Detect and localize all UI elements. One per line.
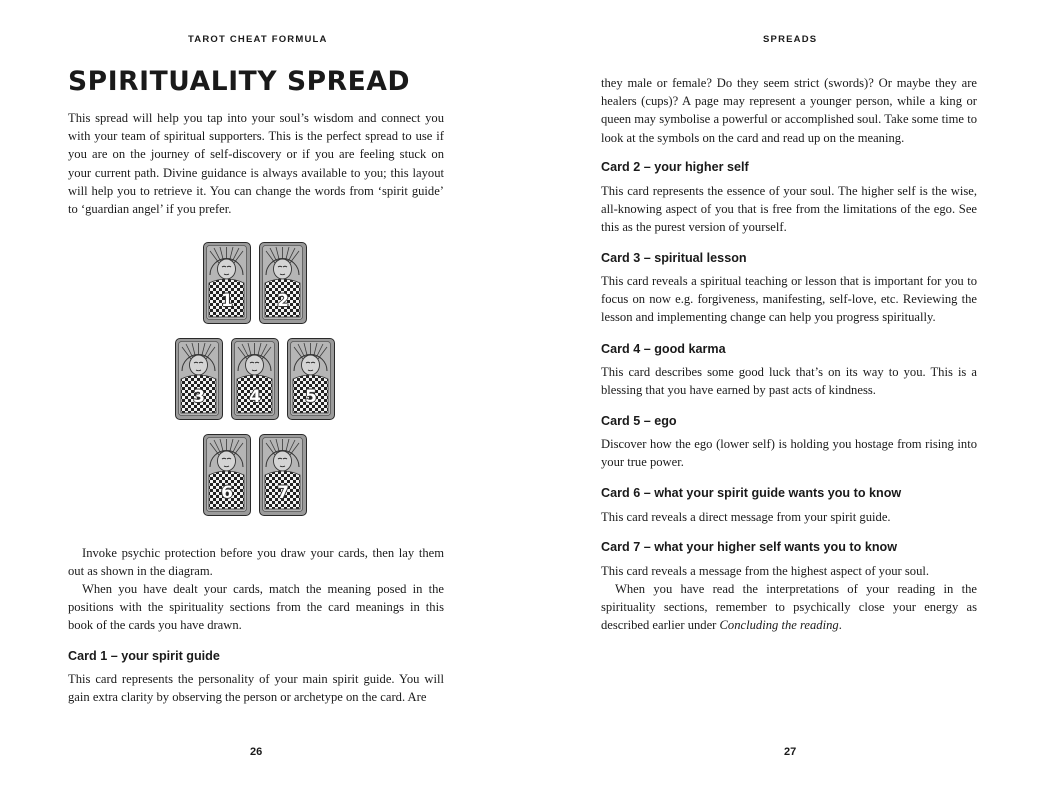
card7-heading: Card 7 – what your higher self wants you to know xyxy=(601,540,898,554)
card-number: 6 xyxy=(221,483,233,503)
spread-diagram xyxy=(175,242,339,518)
tarot-card-position-5 xyxy=(287,338,335,420)
card7-text: This card reveals a message from the highest aspect of your soul. xyxy=(601,564,930,578)
protection-paragraph: Invoke psychic protection before you draw your cards, then lay them out as shown in the diagram. xyxy=(68,546,444,579)
tarot-card-position-3 xyxy=(175,338,223,420)
continuation-paragraph: they male or female? Do they seem strict (swords)? Or maybe they are healers (cups)? A page may represent a younger person, while a king or queen may symbolise a powerful or accomplished soul. Take some time to look at the symbols on the card and read up on the meaning. xyxy=(601,76,977,145)
tarot-card-position-4 xyxy=(231,338,279,420)
closing-period: . xyxy=(838,618,842,633)
running-head-left: TAROT CHEAT FORMULA xyxy=(188,34,328,45)
card2-heading: Card 2 – your higher self xyxy=(601,160,749,174)
card6-heading: Card 6 – what your spirit guide wants you to know xyxy=(601,486,902,500)
card-number: 3 xyxy=(193,387,205,407)
card1-heading: Card 1 – your spirit guide xyxy=(68,649,220,663)
tarot-card-position-1 xyxy=(203,242,251,324)
tarot-card-position-7 xyxy=(259,434,307,516)
card4-text: This card describes some good luck that’s on its way to you. This is a blessing that you have earned by past acts of kindness. xyxy=(601,365,977,398)
card2-text: This card represents the essence of your soul. The higher self is the wise, all-knowing aspect of you that is free from the limitations of the ego. See this as the purest version of yourself. xyxy=(601,184,977,235)
card3-heading: Card 3 – spiritual lesson xyxy=(601,251,747,265)
page-number-left: 26 xyxy=(250,746,263,758)
closing-text: When you have read the interpretations of your reading in the spirituality sections, remember to psychically close your energy as described earlier under xyxy=(601,582,977,633)
closing-reference: Concluding the reading xyxy=(719,618,839,633)
right-page xyxy=(523,0,1046,800)
card1-text: This card represents the personality of your main spirit guide. You will gain extra clarity by observing the person or archetype on the card. Are xyxy=(68,672,444,705)
card5-text: Discover how the ego (lower self) is holding you hostage from rising into your true power. xyxy=(601,437,977,470)
page-title: SPIRITUALITY SPREAD xyxy=(68,66,411,97)
card6-text: This card reveals a direct message from your spirit guide. xyxy=(601,510,891,524)
card-number: 1 xyxy=(221,291,233,311)
tarot-card-position-2 xyxy=(259,242,307,324)
card3-text: This card reveals a spiritual teaching or lesson that is important for you to focus on now e.g. forgiveness, manifesting, self-love, etc. Reviewing the lesson and implementing change can help you progress spiritually. xyxy=(601,274,977,325)
card-number: 2 xyxy=(277,291,289,311)
card4-heading: Card 4 – good karma xyxy=(601,342,726,356)
card-number: 7 xyxy=(277,483,289,503)
card5-heading: Card 5 – ego xyxy=(601,414,677,428)
tarot-card-position-6 xyxy=(203,434,251,516)
intro-paragraph: This spread will help you tap into your soul’s wisdom and connect you with your team of spiritual supporters. This is the perfect spread to use if you are on the journey of self-discovery or if you are feeling stuck on your current path. Divine guidance is always available to you; this layout will help you to retrieve it. You can change the words from ‘spirit guide’ to ‘guardian angel’ if you prefer. xyxy=(68,111,444,217)
card-number: 4 xyxy=(249,387,261,407)
card-number: 5 xyxy=(305,387,317,407)
dealt-paragraph: When you have dealt your cards, match the meaning posed in the positions with the spirituality sections from the card meanings in this book of the cards you have drawn. xyxy=(68,582,444,633)
page-number-right: 27 xyxy=(784,746,797,758)
closing-paragraph xyxy=(601,580,977,635)
running-head-right: SPREADS xyxy=(763,34,818,45)
